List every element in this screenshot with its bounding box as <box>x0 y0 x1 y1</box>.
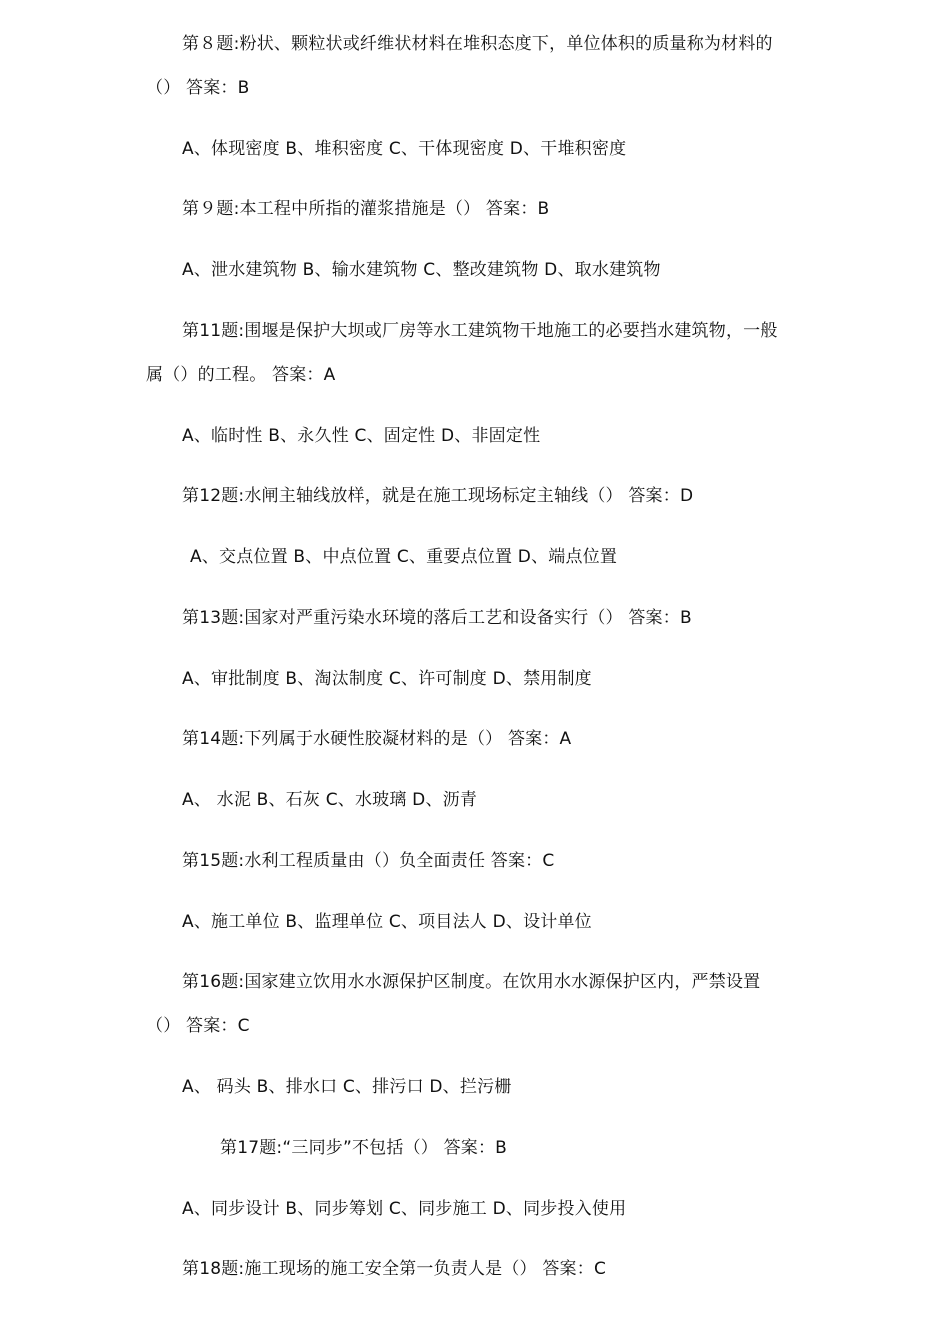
q12-options: A、交点位置 B、中点位置 C、重要点位置 D、端点位置 <box>190 547 618 567</box>
q15-options: A、施工单位 B、监理单位 C、项目法人 D、设计单位 <box>182 912 592 932</box>
q18-text: 第18题:施工现场的施工安全第一负责人是（） 答案：C <box>182 1259 607 1279</box>
q8-options: A、体现密度 B、堆积密度 C、干体现密度 D、干堆积密度 <box>182 139 627 159</box>
q8-answer: （） 答案：B <box>146 78 250 98</box>
q16-answer: （） 答案：C <box>146 1016 250 1036</box>
q17-options: A、同步设计 B、同步筹划 C、同步施工 D、同步投入使用 <box>182 1199 627 1219</box>
q12-text: 第12题:水闸主轴线放样，就是在施工现场标定主轴线（） 答案：D <box>182 486 694 506</box>
q9-text: 第９题:本工程中所指的灌浆措施是（） 答案：B <box>182 199 550 219</box>
q11-answer: 属（）的工程。 答案：A <box>146 365 336 385</box>
q17-text: 第17题:“三同步”不包括（） 答案：B <box>220 1138 508 1158</box>
q16-options: A、 码头 B、排水口 C、排污口 D、拦污栅 <box>182 1077 512 1097</box>
q15-text: 第15题:水利工程质量由（）负全面责任 答案：C <box>182 851 555 871</box>
q14-text: 第14题:下列属于水硬性胶凝材料的是（） 答案：A <box>182 729 572 749</box>
q11-options: A、临时性 B、永久性 C、固定性 D、非固定性 <box>182 426 541 446</box>
q14-options: A、 水泥 B、石灰 C、水玻璃 D、沥青 <box>182 790 478 810</box>
q8-text: 第８题:粉状、颗粒状或纤维状材料在堆积态度下，单位体积的质量称为材料的 <box>182 34 773 54</box>
q13-text: 第13题:国家对严重污染水环境的落后工艺和设备实行（） 答案：B <box>182 608 692 628</box>
q9-options: A、泄水建筑物 B、输水建筑物 C、整改建筑物 D、取水建筑物 <box>182 260 661 280</box>
q13-options: A、审批制度 B、淘汰制度 C、许可制度 D、禁用制度 <box>182 669 592 689</box>
q11-text: 第11题:围堰是保护大坝或厂房等水工建筑物干地施工的必要挡水建筑物，一般 <box>182 321 778 341</box>
q16-text: 第16题:国家建立饮用水水源保护区制度。在饮用水水源保护区内，严禁设置 <box>182 972 761 992</box>
